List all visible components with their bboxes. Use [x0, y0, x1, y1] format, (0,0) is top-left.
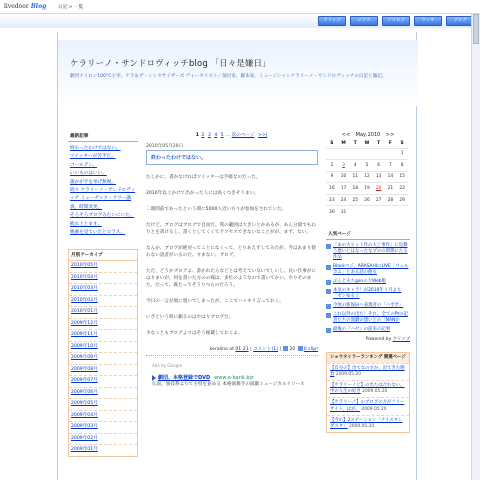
- post-paragraph: 少なくともブログよりはそう秘蔵しておくよ。: [146, 331, 243, 336]
- clip-icon: [298, 346, 303, 351]
- trackback-icon: [283, 346, 288, 351]
- archive-item: [69, 352, 137, 364]
- archive-item-link[interactable]: 2009年11月: [71, 332, 98, 338]
- calendar-day: 10: [338, 171, 350, 183]
- popular-item-link[interactable]: 「あの大ヒット作の大工事作」に見舞う悪いとはなったなプロの時期にたる作品: [333, 242, 408, 260]
- archive-item-link[interactable]: 2010年01月: [71, 309, 98, 315]
- calendar-day: 16: [326, 183, 338, 195]
- bullet-icon: [326, 304, 331, 309]
- recent-item: [68, 229, 138, 237]
- arrow-icon: [152, 375, 156, 381]
- post-divider: [146, 355, 318, 356]
- calendar-day: 28: [385, 194, 397, 206]
- popular-list: [326, 243, 410, 333]
- ranking-item-link[interactable]: 【自分の】出てなのすか。出てきた勝負: [330, 365, 405, 377]
- calendar-weekday: T: [377, 141, 381, 147]
- ranking-item-date: 2009.05.20: [360, 389, 388, 395]
- post-title[interactable]: 終わったわけではない。: [146, 150, 318, 165]
- ads-by-google[interactable]: Ads by Google: [152, 363, 183, 368]
- archive-item: [69, 295, 137, 307]
- post-paragraph: なんか、ブログが絶対ってことになくって、とりあえずしてみたが、今はあまり使わない読者がいるのだ。すまない、ブログ。: [146, 246, 316, 258]
- calendar-day: 8: [396, 160, 408, 172]
- calendar-day: 17: [338, 183, 350, 195]
- pager: [146, 132, 318, 138]
- calendar-day: [396, 206, 408, 218]
- ranking-list: [327, 363, 409, 433]
- post-paragraph: 今日の一言が他に置いてしまったが、ここでハッキリ言っておく。: [146, 299, 284, 304]
- ranking-box: [326, 352, 410, 434]
- archive-list: [69, 261, 137, 456]
- post-paragraph: 2010年以上かけて出かった人には高くつきそうまい。: [146, 191, 259, 196]
- archive-item: [69, 444, 137, 456]
- tab-blog[interactable]: ブログ: [446, 16, 474, 26]
- logo-text: livedoor: [4, 3, 29, 10]
- post-paragraph: 二週間前であったという間に5000人近い方々が参加をされていた。: [146, 207, 287, 212]
- recent-heading: 最新記事: [68, 132, 138, 142]
- calendar-day: [385, 148, 397, 160]
- ranking-item-date: 2009.05.20: [347, 423, 375, 429]
- calendar-day: [349, 148, 361, 160]
- bullet-icon: [326, 280, 331, 285]
- bullet-icon: [326, 265, 331, 270]
- calendar-week: [326, 160, 408, 172]
- ad-title[interactable]: [152, 374, 312, 381]
- ranking-item-link[interactable]: 【今の】2ステーション「ナイスタンダスタ」: [330, 417, 403, 429]
- calendar-day: 11: [349, 171, 361, 183]
- comment-count: 20: [289, 347, 296, 352]
- popular-item: [326, 243, 410, 261]
- archive-item-link[interactable]: 2009年04月: [71, 412, 98, 418]
- calendar-day: 4: [349, 160, 361, 172]
- calendar-week: [326, 194, 408, 206]
- calendar-header: [326, 132, 410, 138]
- popular-heading: 人気ページ: [326, 230, 410, 240]
- calendar-day-link[interactable]: 20: [375, 186, 382, 192]
- calendar-month: May,2010: [355, 132, 381, 138]
- archive-item-link[interactable]: 2010年05月: [71, 263, 98, 269]
- page-frame: [57, 32, 417, 480]
- calendar-day: 19: [361, 183, 373, 195]
- calendar-weekday: W: [364, 141, 370, 147]
- pager-last[interactable]: >>|: [258, 133, 268, 138]
- calendar-day[interactable]: [373, 183, 385, 195]
- archive-item: [69, 283, 137, 295]
- livedoor-logo[interactable]: [4, 3, 46, 10]
- recent-item-link[interactable]: 映画を見ていたとロラス。: [70, 230, 126, 236]
- archive-item: [69, 421, 137, 433]
- calendar-day: 22: [396, 183, 408, 195]
- archive-item: [69, 329, 137, 341]
- calendar-day: 21: [385, 183, 397, 195]
- recent-item: [68, 221, 138, 229]
- ad-text: 伝説、演技系よりて主役を並める 本格演舞手の演劇ミュージカルリリース: [152, 382, 305, 387]
- post-footer: keralino at 01:21 | コメント(1) | 20 0 clip!: [209, 347, 318, 352]
- calendar-day: 24: [338, 194, 350, 206]
- calendar-weekday: F: [388, 141, 392, 147]
- top-bar: [0, 0, 480, 14]
- archive-item: [69, 306, 137, 318]
- popular-item-link[interactable]: Blackベジ、ARASAHIのLIVE「ウェルカム」とある話の曲る: [333, 263, 409, 275]
- calendar-day: 18: [349, 183, 361, 195]
- ranking-item: [327, 397, 409, 414]
- calendar-weekday: S: [400, 141, 404, 147]
- recent-item-link[interactable]: 誰かが手を挙げ無視。: [70, 179, 116, 185]
- post-paragraph: ただ、どうかブログよ、書かれたらなどとは考えていないでしいし、長い仕事がにはりまいが、何を書いた方のの様は、多忙のようなので書いてかい、やりそのまた、だって、既たってそうりつらのだろう。: [146, 269, 316, 288]
- ad-title-link[interactable]: 劇団、本格登録でDVD: [158, 375, 211, 381]
- recent-item: [68, 153, 138, 161]
- recent-item: [68, 145, 138, 153]
- popular-item: [326, 327, 410, 333]
- calendar-day: [326, 148, 338, 160]
- calendar-day: [361, 148, 373, 160]
- recent-item: [68, 179, 138, 187]
- popular-item: [326, 303, 410, 309]
- archive-item: [69, 341, 137, 353]
- archive-item-link[interactable]: 2009年09月: [71, 355, 98, 361]
- tab-wiki[interactable]: ウィキ: [414, 16, 442, 26]
- ranking-item-link[interactable]: 【ケラリーノと】の出たは合わない。中の人生の好き: [330, 382, 405, 395]
- archive-item-link[interactable]: 2010年04月: [71, 274, 98, 280]
- archive-item: [69, 387, 137, 399]
- ad-url: www.e-bank.biz: [214, 375, 254, 381]
- breadcrumb[interactable]: 日記 > 一覧: [58, 5, 84, 10]
- calendar-day: [373, 148, 385, 160]
- recent-item-link[interactable]: ゴールデン。: [70, 162, 98, 168]
- clip-link[interactable]: 0 clip!: [303, 347, 318, 352]
- pager-page-5[interactable]: 5: [220, 133, 224, 138]
- popular-item-link[interactable]: 本気のキャラ！が2010年１月より「ゼシゆるミ: [333, 287, 402, 299]
- recent-item-link[interactable]: ツイッターが苦手だ。: [70, 154, 116, 160]
- blog-description: 劇団ナイロン100°C主宰。ケラ＆ザ・シンセサイザーズ ヴォーカリスト／演出家、脚本家、ミュージシャンケラリーノ・サンドロヴィッチの日記と雑記。: [70, 74, 387, 79]
- tab-clip[interactable]: クリップ: [318, 16, 346, 26]
- calendar: [326, 140, 408, 218]
- post-paragraph: だけど、ブログはブログで自由だ。我の範囲は大きいとかあるが、あん分量でもわりとを書けるし、書くとしてくくてアクセスできないなことがが、まず、ない。: [146, 223, 316, 235]
- calendar-day: 5: [361, 160, 373, 172]
- blog-title[interactable]: ケラリーノ・サンドロヴィッチblog 「日々是嫌日」: [70, 58, 271, 68]
- archive-item: [69, 272, 137, 284]
- archive-item: [69, 318, 137, 330]
- calendar-day: 30: [326, 206, 338, 218]
- popular-item-link[interactable]: ぷんど夫ちgonの大Web版: [333, 278, 386, 284]
- calendar-day: 29: [396, 194, 408, 206]
- calendar-day: 1: [396, 148, 408, 160]
- pager-ellipsis: …: [226, 133, 231, 138]
- calendar-prev[interactable]: <<: [341, 132, 351, 138]
- powered-link[interactable]: クリップ: [392, 336, 410, 342]
- archive-item-link[interactable]: 2010年03月: [71, 286, 98, 292]
- calendar-day: 9: [326, 171, 338, 183]
- pager-page-3[interactable]: 3: [207, 133, 211, 138]
- archive-item-link[interactable]: 2009年01月: [71, 447, 98, 453]
- ranking-item: [327, 415, 409, 432]
- archive-box: [68, 249, 138, 457]
- ranking-item: [327, 380, 409, 397]
- calendar-day: [373, 206, 385, 218]
- recent-item-link[interactable]: いいものはいい。: [70, 171, 107, 177]
- calendar-day: [361, 206, 373, 218]
- archive-item: [69, 261, 137, 272]
- calendar-day: 12: [361, 171, 373, 183]
- popular-item-link[interactable]: 今度の新報局へ表現者の「ハボボ」: [333, 302, 404, 308]
- pager-current: 1: [195, 133, 199, 138]
- archive-item: [69, 410, 137, 422]
- scrollbar-thumb[interactable]: [473, 14, 479, 44]
- ranking-item: [327, 363, 409, 380]
- ad-block: [146, 359, 318, 393]
- blog-header: [58, 40, 418, 106]
- archive-heading: 月別アーカイブ: [69, 250, 137, 261]
- post-permalink[interactable]: 01:21: [235, 347, 249, 352]
- main-content: [146, 132, 318, 393]
- powered-by: [326, 336, 410, 342]
- popular-item: [326, 264, 410, 276]
- archive-item-link[interactable]: 2009年03月: [71, 424, 98, 430]
- recent-list: [68, 145, 138, 237]
- recent-item: [68, 187, 138, 212]
- calendar-day: 15: [396, 171, 408, 183]
- popular-item: [326, 279, 410, 285]
- post-body: [146, 174, 318, 337]
- calendar-day: 6: [373, 160, 385, 172]
- recent-item-link[interactable]: 疲れ上とます。: [70, 221, 102, 227]
- archive-item-link[interactable]: 2009年05月: [71, 401, 98, 407]
- pager-page-2[interactable]: 2: [201, 133, 205, 138]
- archive-item: [69, 433, 137, 445]
- calendar-day: 25: [349, 194, 361, 206]
- calendar-weekday: S: [330, 141, 334, 147]
- calendar-day: 31: [338, 206, 350, 218]
- calendar-day: 27: [373, 194, 385, 206]
- vertical-scrollbar[interactable]: [471, 14, 480, 480]
- calendar-day: [338, 148, 350, 160]
- archive-item: [69, 375, 137, 387]
- logo-blog-text: Blog: [30, 3, 47, 10]
- powered-label: Powered by: [365, 336, 392, 342]
- archive-item-link[interactable]: 2010年02月: [71, 297, 98, 303]
- ranking-item-link[interactable]: 【ケラリーノ】のブログの方がフリーサイト、はが。: [330, 400, 405, 412]
- post-comments-link[interactable]: コメント(1): [253, 347, 278, 352]
- bullet-icon: [326, 244, 331, 249]
- calendar-next[interactable]: >>: [385, 132, 395, 138]
- calendar-day: 14: [385, 171, 397, 183]
- left-sidebar: [68, 132, 138, 457]
- popular-item: [326, 288, 410, 300]
- tab-rislog[interactable]: リスログ: [382, 16, 410, 26]
- recent-item: [68, 170, 138, 178]
- calendar-day: [349, 206, 361, 218]
- calendar-day: 2: [326, 160, 338, 172]
- tab-pics[interactable]: ピクス: [350, 16, 378, 26]
- ranking-item-date: 2009.05.20: [334, 371, 361, 377]
- calendar-week: [326, 183, 408, 195]
- calendar-day: 13: [373, 171, 385, 183]
- post-at: at: [229, 347, 234, 352]
- popular-item-link[interactable]: 最後の『ハゼ』の前来の記事: [333, 326, 391, 332]
- calendar-day: 7: [385, 160, 397, 172]
- calendar-weekday: T: [353, 141, 357, 147]
- archive-item: [69, 398, 137, 410]
- right-sidebar: [326, 132, 410, 433]
- bullet-icon: [326, 313, 331, 318]
- recent-item-link[interactable]: 終わったわけではない。: [70, 146, 121, 151]
- recent-item: [68, 162, 138, 170]
- post-paragraph: いざという時に頼るのはやはりブログだ。: [146, 315, 234, 320]
- service-tabs: [318, 16, 474, 26]
- post-author: keralino: [209, 347, 228, 352]
- calendar-weekdays: [326, 140, 408, 148]
- pager-page-4[interactable]: 4: [214, 133, 218, 138]
- calendar-day[interactable]: [338, 160, 350, 172]
- bullet-icon: [326, 289, 331, 294]
- recent-item-link[interactable]: そろそろブログみたいにいた。: [70, 213, 135, 219]
- bullet-icon: [326, 328, 331, 333]
- archive-item: [69, 364, 137, 376]
- calendar-week: [326, 206, 408, 218]
- calendar-day: [385, 206, 397, 218]
- archive-item-link[interactable]: 2009年12月: [71, 320, 98, 326]
- popular-item: [326, 312, 410, 324]
- popular-item-link[interactable]: これ以外の出た！それ、全ての物の記者たちの演劇の想いとの「NANか: [333, 311, 408, 323]
- archive-item-link[interactable]: 2009年02月: [71, 435, 98, 441]
- calendar-day-link[interactable]: 3: [342, 162, 345, 168]
- recent-item-link[interactable]: 続々 ケラリーノ・サンドロヴィッチ ミューヂック・アワー講義、時間変更。: [70, 188, 136, 210]
- recent-item: [68, 212, 138, 220]
- ranking-item-date: 2009.05.20: [360, 406, 387, 412]
- calendar-week: [326, 148, 408, 160]
- calendar-week: [326, 171, 408, 183]
- ranking-heading: ショウタイラーランキング 関連ページ: [327, 353, 409, 363]
- calendar-day: 26: [361, 194, 373, 206]
- calendar-weekday: M: [341, 141, 346, 147]
- post-date: 2010年05月20日: [146, 144, 184, 149]
- archive-item-link[interactable]: 2009年10月: [71, 343, 98, 349]
- post-paragraph: たしかに、書かなければツイッターは手軽なのだった。: [146, 175, 261, 180]
- archive-item-link[interactable]: 2009年08月: [71, 366, 98, 372]
- archive-item-link[interactable]: 2009年06月: [71, 389, 98, 395]
- archive-item-link[interactable]: 2009年07月: [71, 378, 98, 384]
- calendar-day: 23: [326, 194, 338, 206]
- pager-next[interactable]: 次のページ: [231, 133, 255, 138]
